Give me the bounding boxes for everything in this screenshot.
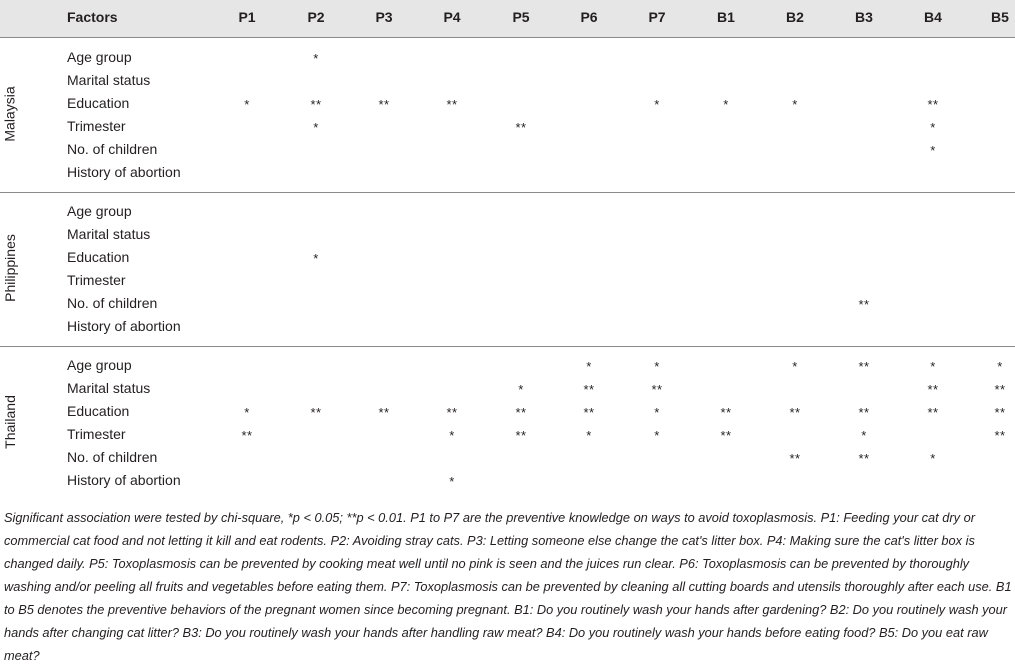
factor-label: Marital status xyxy=(67,380,151,396)
factor-label: History of abortion xyxy=(67,318,181,334)
column-header-p3: P3 xyxy=(375,9,393,25)
significance-cell: ** xyxy=(446,405,458,420)
significance-cell: ** xyxy=(858,359,870,374)
significance-cell: ** xyxy=(858,451,870,466)
factor-label: Age group xyxy=(67,357,132,373)
significance-cell: * xyxy=(930,143,936,158)
significance-cell: * xyxy=(930,451,936,466)
significance-cell: ** xyxy=(310,405,322,420)
column-header-p1: P1 xyxy=(238,9,256,25)
significance-cell: ** xyxy=(720,405,732,420)
significance-cell: * xyxy=(244,405,250,420)
significance-cell: ** xyxy=(789,405,801,420)
significance-cell: * xyxy=(723,97,729,112)
significance-cell: * xyxy=(518,382,524,397)
factor-label: No. of children xyxy=(67,141,158,157)
factor-label: No. of children xyxy=(67,295,158,311)
factors-header: Factors xyxy=(67,9,118,25)
significance-cell: * xyxy=(244,97,250,112)
column-header-b1: B1 xyxy=(717,9,735,25)
column-header-p6: P6 xyxy=(580,9,598,25)
country-label-malaysia: Malaysia xyxy=(2,86,18,142)
significance-cell: * xyxy=(586,428,592,443)
significance-cell: ** xyxy=(994,382,1006,397)
significance-cell: ** xyxy=(858,405,870,420)
column-header-b5: B5 xyxy=(991,9,1009,25)
significance-cell: * xyxy=(586,359,592,374)
factor-label: Education xyxy=(67,95,130,111)
significance-cell: ** xyxy=(858,297,870,312)
significance-cell: * xyxy=(449,474,455,489)
significance-cell: ** xyxy=(651,382,663,397)
factor-label: No. of children xyxy=(67,449,158,465)
table-footnote: Significant association were tested by chi-square, *p < 0.05; **p < 0.01. P1 to P7 are the preventive knowledge on ways to avoid toxoplasmosis. P1: Feeding your cat dry or commercial cat food and not letting it kill and eat rodents. P2: Avoiding stray cats. P3: Letting someone else change the cat's litter box. P4: Making sure the cat's litter box is changed daily. P5: Toxoplasmosis can be prevented by cooking meat well until no pink is seen and the juices run clear. P6: Toxoplasmosis can be prevented by thoroughly washing and/or peeling all fruits and vegetables before eating them. P7: Toxoplasmosis can be prevented by cleaning all cutting boards and utensils thoroughly after each use. B1 to B5 denotes the preventive behaviors of the pregnant women since becoming pregnant. B1: Do you routinely wash your hands after gardening? B2: Do you routinely wash your hands after changing cat litter? B3: Do you routinely wash your hands after handling raw meat? B4: Do you routinely wash your hands before eating food? B5: Do you eat raw meat? xyxy=(4,510,1012,663)
column-header-b2: B2 xyxy=(786,9,804,25)
significance-cell: ** xyxy=(310,97,322,112)
country-label-philippines: Philippines xyxy=(2,234,18,302)
table-rule xyxy=(0,192,1015,193)
factor-label: Education xyxy=(67,403,130,419)
significance-cell: * xyxy=(792,359,798,374)
column-header-p7: P7 xyxy=(648,9,666,25)
significance-cell: * xyxy=(654,428,660,443)
significance-cell: * xyxy=(792,97,798,112)
significance-cell: * xyxy=(449,428,455,443)
column-header-b4: B4 xyxy=(924,9,942,25)
table-rule xyxy=(0,346,1015,347)
significance-cell: ** xyxy=(583,382,595,397)
significance-cell: ** xyxy=(927,382,939,397)
significance-cell: * xyxy=(313,251,319,266)
significance-cell: ** xyxy=(994,428,1006,443)
significance-cell: * xyxy=(654,97,660,112)
significance-cell: * xyxy=(930,120,936,135)
significance-cell: * xyxy=(861,428,867,443)
factor-label: History of abortion xyxy=(67,472,181,488)
country-label-thailand: Thailand xyxy=(2,395,19,449)
factor-label: Marital status xyxy=(67,72,151,88)
significance-cell: * xyxy=(313,120,319,135)
significance-cell: ** xyxy=(515,405,527,420)
significance-cell: * xyxy=(654,359,660,374)
significance-cell: ** xyxy=(927,97,939,112)
column-header-b3: B3 xyxy=(855,9,873,25)
factor-label: Education xyxy=(67,249,130,265)
factor-label: Marital status xyxy=(67,226,151,242)
column-header-p4: P4 xyxy=(443,9,461,25)
factor-label: Trimester xyxy=(67,272,126,288)
significance-cell: ** xyxy=(994,405,1006,420)
significance-cell: * xyxy=(654,405,660,420)
significance-cell: ** xyxy=(583,405,595,420)
column-header-p5: P5 xyxy=(512,9,530,25)
column-header-p2: P2 xyxy=(307,9,325,25)
significance-cell: ** xyxy=(378,97,390,112)
significance-cell: ** xyxy=(241,428,253,443)
significance-cell: ** xyxy=(446,97,458,112)
significance-cell: * xyxy=(313,51,319,66)
significance-cell: ** xyxy=(927,405,939,420)
significance-cell: ** xyxy=(720,428,732,443)
significance-cell: * xyxy=(930,359,936,374)
significance-cell: ** xyxy=(515,120,527,135)
factor-label: Age group xyxy=(67,49,132,65)
significance-cell: ** xyxy=(789,451,801,466)
factor-label: History of abortion xyxy=(67,164,181,180)
factor-label: Age group xyxy=(67,203,132,219)
factor-label: Trimester xyxy=(67,118,126,134)
significance-cell: ** xyxy=(515,428,527,443)
factor-label: Trimester xyxy=(67,426,126,442)
significance-cell: * xyxy=(997,359,1003,374)
table-rule xyxy=(0,37,1015,38)
significance-cell: ** xyxy=(378,405,390,420)
